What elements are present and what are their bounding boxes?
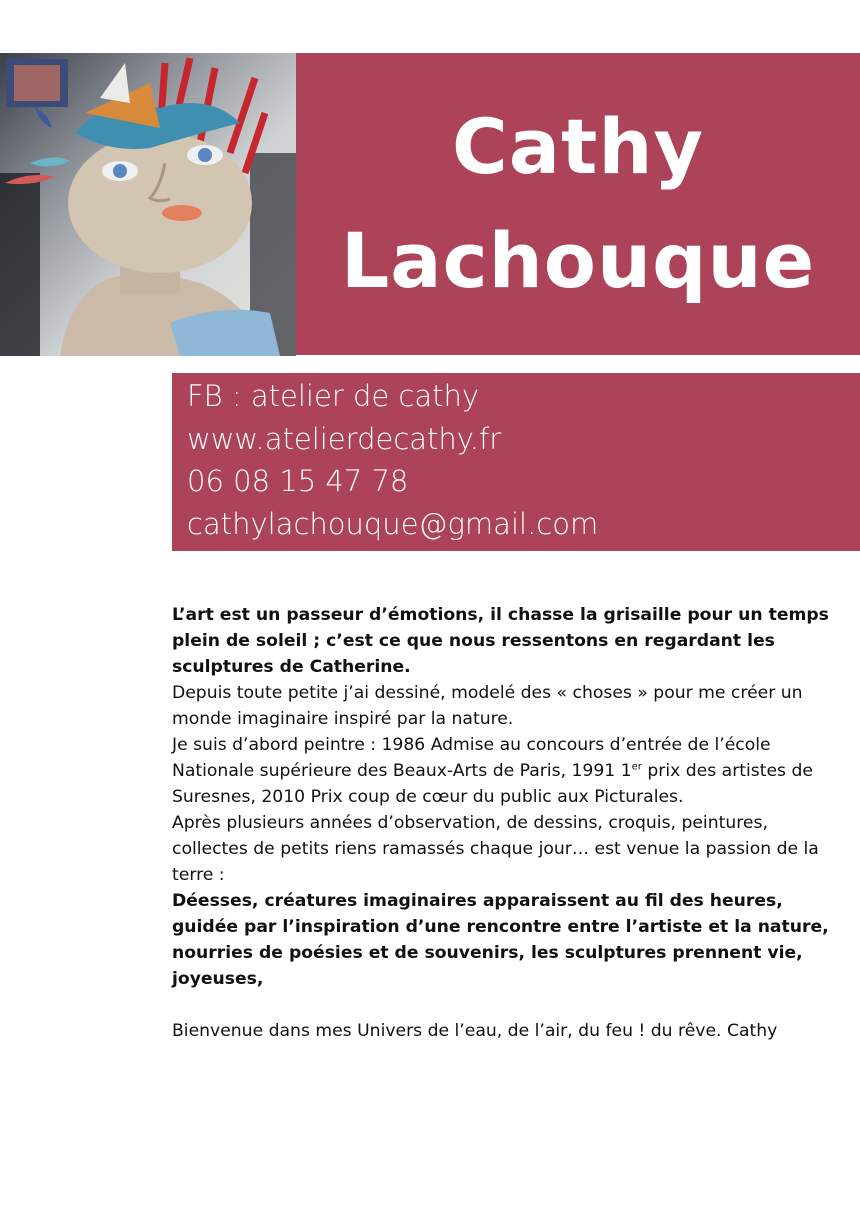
bio-clay: Après plusieurs années d’observation, de dessins, croquis, peintures, collectes de petits riens ramassés chaque jour… est venue la passion de la terre : (172, 813, 819, 885)
lips (162, 205, 202, 221)
teal-feather (30, 157, 70, 166)
paper-boat (100, 63, 130, 103)
bio-painter-text-a: Je suis d’abord peintre : 1986 Admise au concours d’entrée de l’école Nationale supérieure des Beaux-Arts de Paris, 1991 1 (172, 735, 771, 781)
right-iris (198, 148, 212, 162)
blue-feather (35, 108, 52, 128)
bio-goddesses: Déesses, créatures imaginaires apparaissent au fil des heures, guidée par l’inspiration d’une rencontre entre l’artiste et la nature, nourries de poésies et de souvenirs, les sculptures prennent vie, joyeuses, (172, 891, 829, 989)
dark-furniture (0, 173, 40, 356)
biography (172, 602, 832, 1044)
sculpture-illustration (0, 53, 296, 356)
bio-welcome: Bienvenue dans mes Univers de l’eau, de l’air, du feu ! du rêve. Cathy (172, 1021, 778, 1041)
bio-painter-text-b: prix des artistes de Suresnes, 2010 Prix coup de cœur du public aux Picturales. (172, 761, 813, 807)
painting-canvas (14, 65, 60, 101)
phone-number[interactable]: 06 08 15 47 78 (187, 464, 409, 498)
contact-banner (172, 373, 860, 551)
bio-painter (172, 732, 832, 810)
sculpture-photo (0, 53, 296, 356)
paragraph-spacer (172, 992, 832, 1018)
name-banner (296, 53, 860, 355)
bio-painter-superscript: er (631, 761, 642, 773)
left-iris (113, 164, 127, 178)
first-name: Cathy (451, 102, 705, 191)
email-link[interactable]: cathylachouque@gmail.com (187, 506, 599, 541)
website-link[interactable]: www.atelierdecathy.fr (187, 421, 502, 456)
bio-intro: L’art est un passeur d’émotions, il chasse la grisaille pour un temps plein de soleil ; c’est ce que nous ressentons en regardant les sculptures de Catherine. (172, 605, 829, 677)
facebook-link[interactable]: FB : atelier de cathy (187, 379, 480, 413)
bio-childhood: Depuis toute petite j’ai dessiné, modelé des « choses » pour me créer un monde imaginaire inspiré par la nature. (172, 683, 803, 729)
sculpture-head (68, 133, 252, 273)
last-name: Lachouque (340, 216, 816, 305)
